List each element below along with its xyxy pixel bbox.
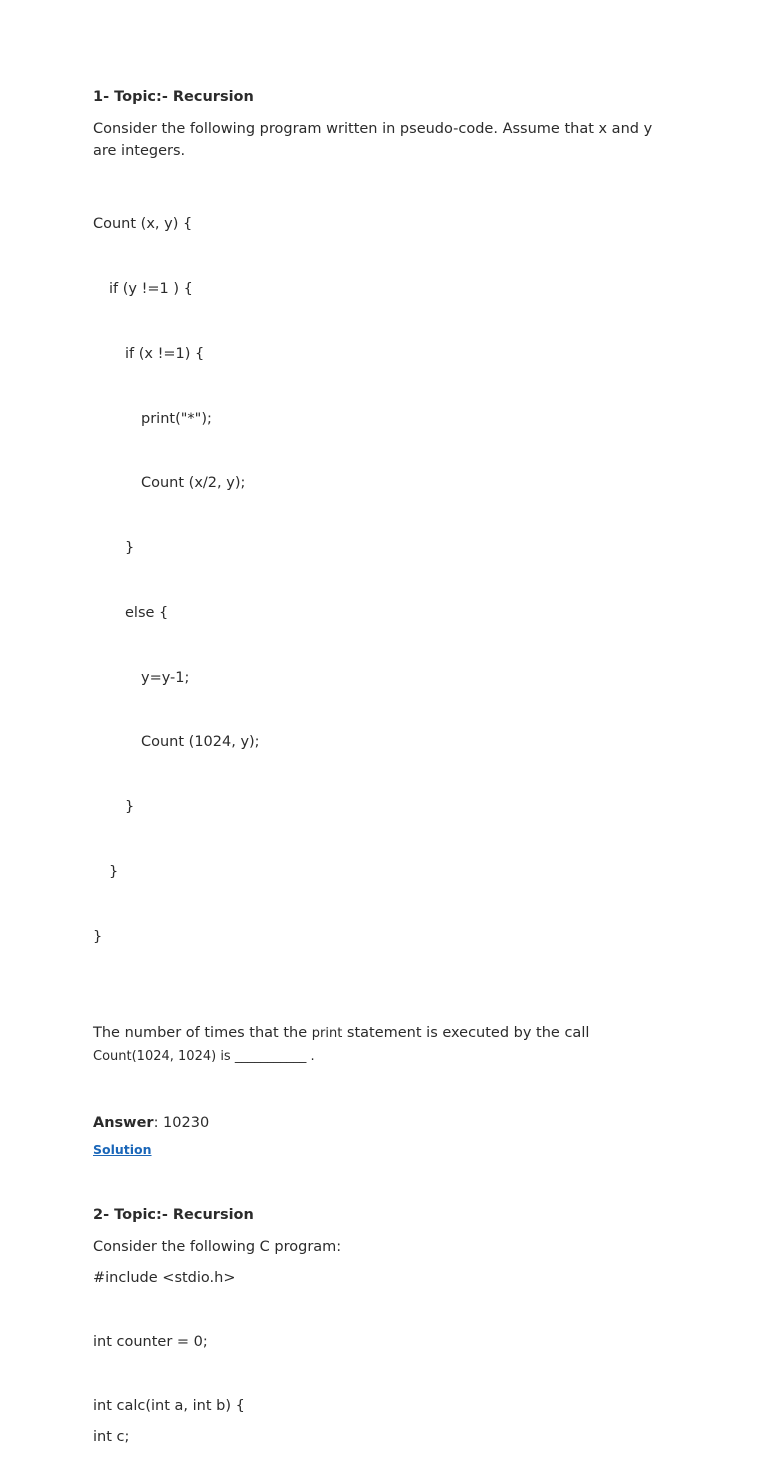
q2-code-calc: int calc(int a, int b) {: [93, 1397, 245, 1414]
q1-question: [93, 1022, 673, 1068]
q2-code-int-c: int c;: [93, 1428, 130, 1445]
q2-heading: 2- Topic:- Recursion: [93, 1206, 254, 1223]
q1-code-block: [93, 171, 673, 992]
question-text-b: statement is executed by the call: [342, 1024, 590, 1041]
code-line: Count (1024, y);: [141, 734, 260, 751]
code-line: }: [125, 540, 135, 557]
q1-heading: 1- Topic:- Recursion: [93, 89, 254, 105]
code-line: if (y !=1 ) {: [109, 280, 193, 297]
q2-code-counter: int counter = 0;: [93, 1333, 208, 1350]
code-line: Count (x, y) {: [93, 216, 193, 233]
code-line: }: [109, 864, 119, 880]
code-line: print("*");: [141, 410, 212, 427]
document-content: [93, 86, 673, 1457]
q1-intro: Consider the following program written in pseudo-code. Assume that x and y are integers.: [93, 121, 653, 159]
code-line: if (x !=1) {: [125, 345, 205, 362]
answer-label: Answer: [93, 1114, 154, 1131]
code-line: y=y-1;: [141, 669, 190, 686]
q1-answer: [93, 1112, 673, 1134]
code-line: else {: [125, 604, 169, 621]
question-call-expression: Count(1024, 1024): [93, 1048, 217, 1064]
code-line: }: [125, 799, 135, 816]
q2-code-include: #include <stdio.h>: [93, 1269, 236, 1286]
code-line: }: [93, 928, 103, 945]
answer-value: : 10230: [153, 1114, 210, 1131]
q2-intro: Consider the following C program:: [93, 1238, 342, 1255]
code-line: Count (x/2, y);: [141, 475, 246, 492]
question-text-a: The number of times that the: [93, 1024, 312, 1041]
question-text-c: is ___________ .: [216, 1048, 315, 1064]
question-print-keyword: print: [311, 1025, 343, 1041]
solution-link[interactable]: Solution: [93, 1141, 152, 1157]
